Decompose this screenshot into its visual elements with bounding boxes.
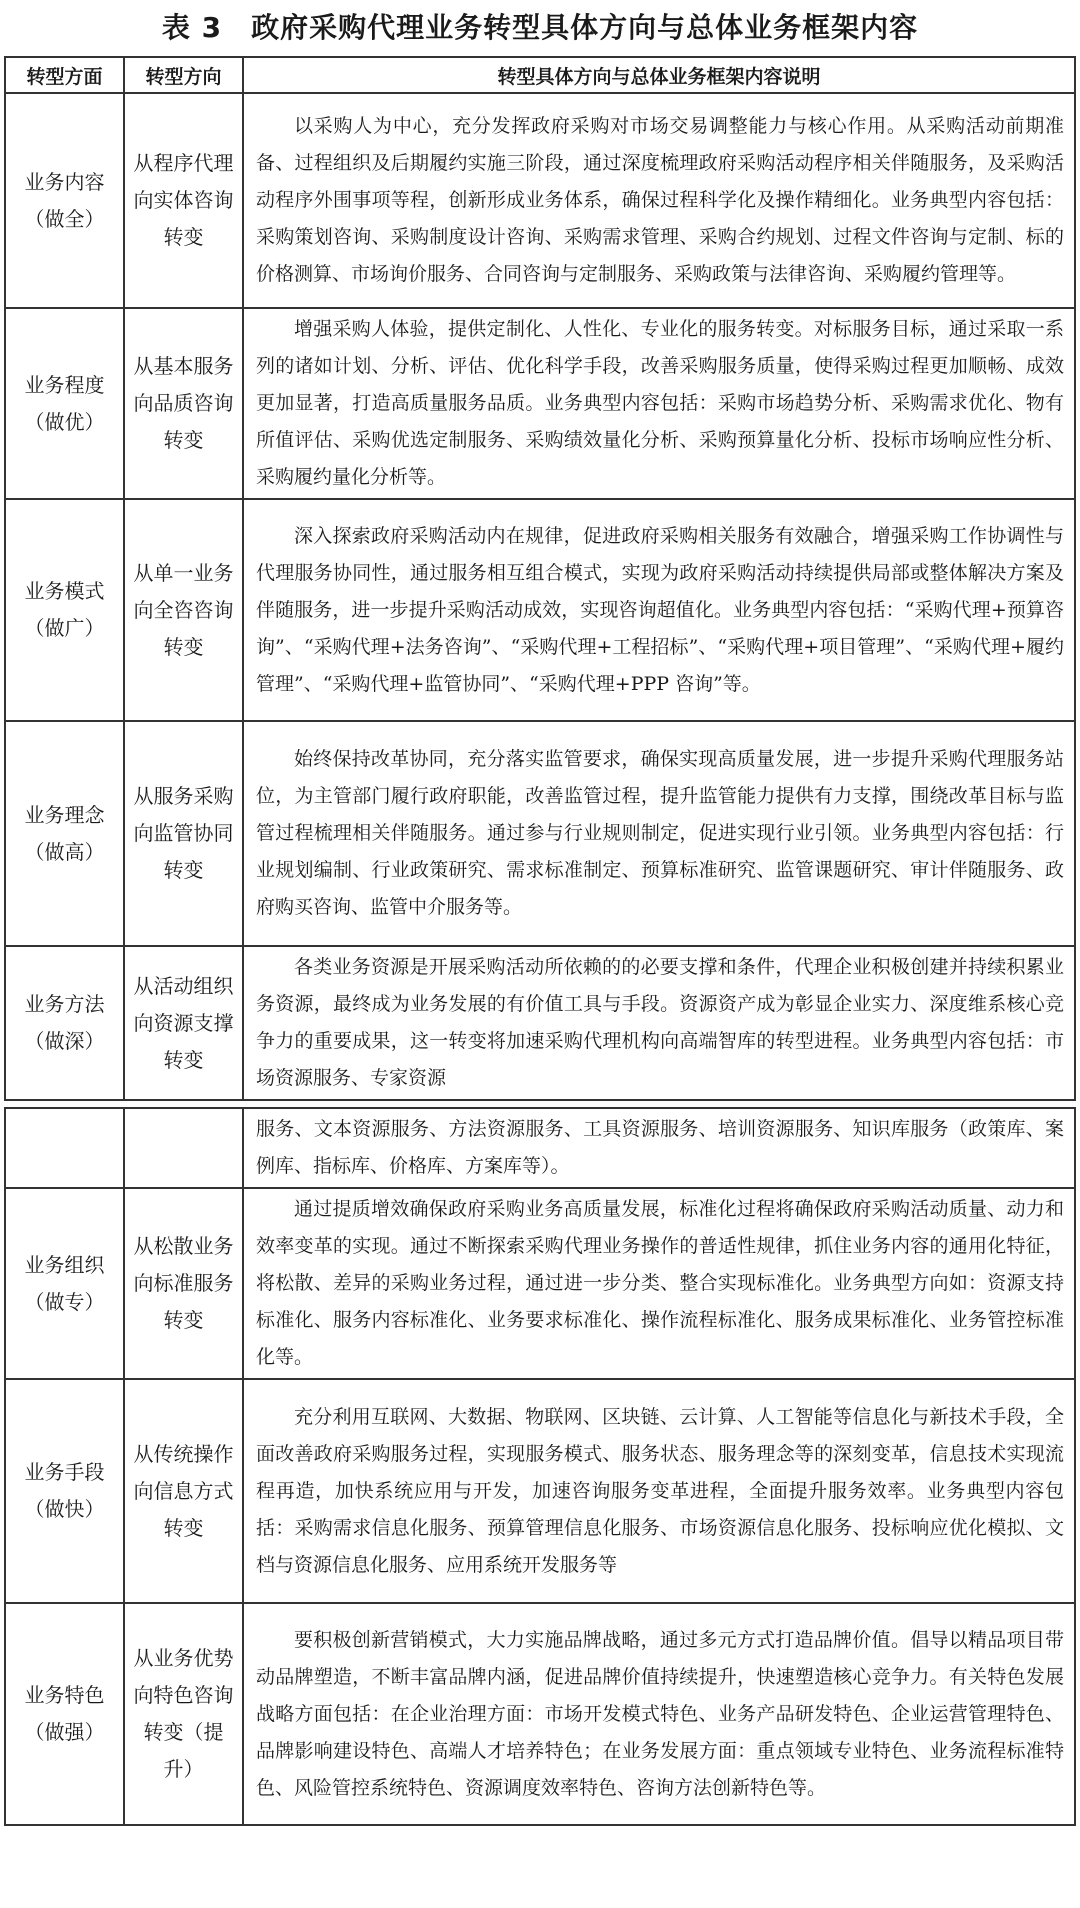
direction-line: 从传统操作 — [133, 1441, 234, 1466]
direction-line: 向监管协同 — [133, 821, 234, 845]
direction-line: 向信息方式 — [133, 1478, 234, 1503]
direction-line: 从单一业务 — [133, 560, 234, 585]
content-text: 各类业务资源是开展采购活动所依赖的的必要支撑和条件，代理企业积极创建并持续积累业务资源，最终成为业务发展的有价值工具与手段。资源资产成为彰显企业实力、深度维系核心竞争力的重要成果，这一转变将加速采购代理机构向高端智库的转型进程。业务典型内容包括：市场资源服务、专家资源 — [256, 956, 1064, 1089]
direction-cell — [124, 1379, 243, 1603]
aspect-name: 业务方法 — [24, 992, 105, 1016]
direction-line: 向标准服务 — [133, 1271, 234, 1295]
aspect-sub: （做快） — [24, 1497, 105, 1521]
aspect-cell — [5, 1108, 124, 1188]
content-text: 要积极创新营销模式，大力实施品牌战略，通过多元方式打造品牌价值。倡导以精品项目带动品牌塑造，不断丰富品牌内涵，促进品牌价值持续提升，快速塑造核心竞争力。有关特色发展战略方面包括：在企业治理方面：市场开发模式特色、业务产品研发特色、企业运营管理特色、品牌影响建设特色、高端人才培养特色；在业务发展方面：重点领域专业特色、业务流程标准特色、风险管控系统特色、资源调度效率特色、咨询方法创新特色等。 — [256, 1628, 1064, 1799]
content-cell — [243, 1603, 1075, 1825]
header-direction: 转型方向 — [124, 57, 243, 93]
direction-line: 转变（提升） — [143, 1720, 224, 1781]
aspect-name: 业务理念 — [24, 802, 105, 827]
table-row — [5, 1603, 1075, 1825]
table-row — [5, 93, 1075, 308]
aspect-name: 业务组织 — [24, 1252, 105, 1277]
direction-cell — [124, 499, 243, 721]
direction-line: 转变 — [163, 428, 204, 452]
direction-line: 向全咨咨询 — [133, 597, 234, 622]
header-row — [5, 57, 1075, 93]
direction-line: 向特色咨询 — [133, 1683, 234, 1707]
aspect-sub: （做全） — [24, 206, 105, 231]
page-break-gap — [5, 1100, 1075, 1108]
content-text: 以采购人为中心，充分发挥政府采购对市场交易调整能力与核心作用。从采购活动前期准备、过程组织及后期履约实施三阶段，通过深度梳理政府采购活动程序相关伴随服务，及采购活动程序外围事项等程，创新形成业务体系，确保过程科学化及操作精细化。业务典型内容包括：采购策划咨询、采购制度设计咨询、采购需求管理、采购合约规划、过程文件咨询与定制、标的价格测算、市场询价服务、合同咨询与定制服务、采购政策与法律咨询、采购履约管理等。 — [256, 115, 1064, 285]
direction-line: 转变 — [163, 634, 204, 659]
content-text: 充分利用互联网、大数据、物联网、区块链、云计算、人工智能等信息化与新技术手段，全面改善政府采购服务过程，实现服务模式、服务状态、服务理念等的深刻变革，信息技术实现流程再造，加快系统应用与开发，加速咨询服务变革进程，全面提升服务效率。业务典型内容包括：采购需求信息化服务、预算管理信息化服务、市场资源信息化服务、投标响应优化模拟、文档与资源信息化服务、应用系统开发服务等 — [256, 1405, 1064, 1576]
content-cell — [243, 1188, 1075, 1379]
content-cell — [243, 499, 1075, 721]
aspect-cell — [5, 721, 124, 946]
aspect-name: 业务程度 — [24, 372, 105, 397]
content-cell — [243, 308, 1075, 499]
table-row — [5, 1188, 1075, 1379]
content-cell — [243, 946, 1075, 1100]
business-framework-table — [4, 56, 1076, 1826]
table-row — [5, 308, 1075, 499]
direction-cell — [124, 93, 243, 308]
table-title: 表 3 政府采购代理业务转型具体方向与总体业务框架内容 — [161, 11, 919, 44]
aspect-sub: （做强） — [24, 1720, 105, 1744]
direction-line: 从业务优势 — [133, 1646, 234, 1670]
content-text: 深入探索政府采购活动内在规律，促进政府采购相关服务有效融合，增强采购工作协调性与代理服务协同性，通过服务相互组合模式，实现为政府采购活动持续提供局部或整体解决方案及伴随服务，进一步提升采购活动成效，实现咨询超值化。业务典型内容包括：“采购代理+预算咨询”、“采购代理+法务咨询”、“采购代理+工程招标”、“采购代理+项目管理”、“采购代理+履约管理”、“采购代理+监管协同”、“采购代理+PPP 咨询”等。 — [256, 524, 1064, 695]
content-text: 增强采购人体验，提供定制化、人性化、专业化的服务转变。对标服务目标，通过采取一系列的诸如计划、分析、评估、优化科学手段，改善采购服务质量，使得采购过程更加顺畅、成效更加显著，打造高质量服务品质。业务典型内容包括：采购市场趋势分析、采购需求优化、物有所值评估、采购优选定制服务、采购绩效量化分析、采购预算量化分析、投标市场响应性分析、采购履约量化分析等。 — [256, 318, 1064, 488]
direction-line: 向资源支撑 — [133, 1010, 234, 1035]
direction-line: 转变 — [163, 1047, 204, 1072]
aspect-cell — [5, 946, 124, 1100]
direction-line: 从程序代理 — [133, 151, 234, 175]
direction-line: 向品质咨询 — [133, 391, 234, 415]
aspect-sub: （做专） — [24, 1289, 105, 1314]
content-cell — [243, 1379, 1075, 1603]
table-row — [5, 1108, 1075, 1188]
aspect-cell — [5, 1379, 124, 1603]
direction-line: 从松散业务 — [133, 1234, 234, 1258]
direction-line: 从服务采购 — [133, 784, 234, 808]
direction-cell — [124, 721, 243, 946]
aspect-name: 业务手段 — [24, 1460, 105, 1484]
direction-cell — [124, 946, 243, 1100]
direction-cell — [124, 1108, 243, 1188]
aspect-cell — [5, 499, 124, 721]
aspect-name: 业务内容 — [24, 169, 105, 194]
aspect-cell — [5, 308, 124, 499]
table-row — [5, 721, 1075, 946]
content-cell — [243, 721, 1075, 946]
direction-line: 转变 — [163, 225, 204, 249]
aspect-sub: （做深） — [24, 1029, 105, 1053]
aspect-cell — [5, 1188, 124, 1379]
content-text: 服务、文本资源服务、方法资源服务、工具资源服务、培训资源服务、知识库服务（政策库、案例库、指标库、价格库、方案库等）。 — [256, 1118, 1064, 1177]
header-content: 转型具体方向与总体业务框架内容说明 — [243, 57, 1075, 93]
direction-cell — [124, 1188, 243, 1379]
content-cell — [243, 93, 1075, 308]
table-row — [5, 499, 1075, 721]
content-text: 始终保持改革协同，充分落实监管要求，确保实现高质量发展，进一步提升采购代理服务站位，为主管部门履行政府职能，改善监管过程，提升监管能力提供有力支撑，围绕改革目标与监管过程梳理相关伴随服务。通过参与行业规则制定，促进实现行业引领。业务典型内容包括：行业规划编制、行业政策研究、需求标准制定、预算标准研究、监管课题研究、审计伴随服务、政府购买咨询、监管中介服务等。 — [256, 748, 1064, 918]
direction-line: 转变 — [163, 1515, 204, 1540]
aspect-sub: （做广） — [24, 616, 105, 640]
aspect-cell — [5, 1603, 124, 1825]
aspect-sub: （做优） — [24, 409, 105, 434]
direction-line: 从基本服务 — [133, 354, 234, 378]
aspect-sub: （做高） — [24, 839, 105, 864]
direction-line: 向实体咨询 — [133, 188, 234, 212]
header-aspect: 转型方面 — [5, 57, 124, 93]
content-cell — [243, 1108, 1075, 1188]
content-text: 通过提质增效确保政府采购业务高质量发展，标准化过程将确保政府采购活动质量、动力和效率变革的实现。通过不断探索采购代理业务操作的普适性规律，抓住业务内容的通用化特征，将松散、差异的采购业务过程，通过进一步分类、整合实现标准化。业务典型方向如：资源支持标准化、服务内容标准化、业务要求标准化、操作流程标准化、服务成果标准化、业务管控标准化等。 — [256, 1198, 1064, 1368]
table-row — [5, 1379, 1075, 1603]
direction-line: 转变 — [163, 858, 204, 882]
aspect-cell — [5, 93, 124, 308]
direction-cell — [124, 1603, 243, 1825]
direction-cell — [124, 308, 243, 499]
aspect-name: 业务模式 — [24, 579, 105, 603]
table-row — [5, 946, 1075, 1100]
aspect-name: 业务特色 — [24, 1683, 105, 1707]
direction-line: 从活动组织 — [133, 973, 234, 998]
direction-line: 转变 — [163, 1308, 204, 1332]
